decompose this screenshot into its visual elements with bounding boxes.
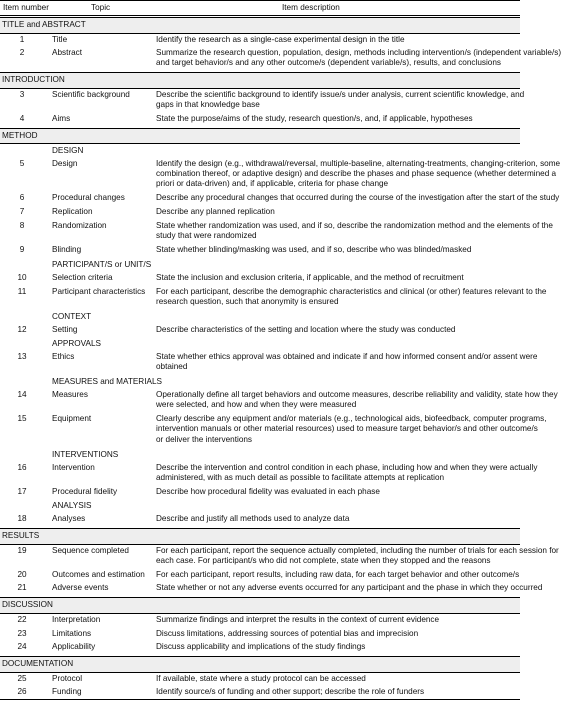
table-row: [0, 273, 520, 285]
item-topic: Analyses: [52, 514, 86, 524]
item-number: 8: [19, 220, 25, 230]
item-number: 21: [17, 583, 27, 593]
table-row: [0, 570, 520, 582]
item-description-line: Describe characteristics of the setting and location where the study was conducted: [156, 324, 456, 334]
subsection-row: [0, 311, 520, 325]
item-number: 20: [17, 569, 27, 579]
item-description-line: State whether blinding/masking was used, and if so, describe who was blinded/masked: [156, 244, 472, 254]
table-row: [0, 220, 553, 243]
table-row: [0, 642, 520, 654]
item-topic: Procedural changes: [52, 193, 125, 203]
section-label: TITLE and ABSTRACT: [2, 20, 86, 29]
section-row: [0, 128, 520, 145]
item-description-line: Describe the intervention and control condition in each phase, including how and when they were actually: [156, 462, 538, 472]
table-row: [0, 615, 520, 627]
item-number: 24: [17, 642, 27, 652]
item-description-line: Identify the research as a single-case experimental design in the title: [156, 34, 405, 44]
item-number: 7: [19, 207, 25, 217]
item-topic: Intervention: [52, 462, 95, 472]
subsection-label: PARTICIPANT/S or UNIT/S: [52, 259, 152, 269]
item-description-line: State the inclusion and exclusion criteria, if applicable, and the method of recruitment: [156, 272, 464, 282]
table-row: [0, 286, 547, 309]
item-description-line: Operationally define all target behaviors and outcome measures, describe reliability and validity, state how they: [156, 390, 558, 400]
item-topic: Setting: [52, 324, 78, 334]
table-row: [0, 390, 558, 412]
subsection-label: APPROVALS: [52, 339, 101, 349]
item-description-line: and target behavior/s and any other outcome/s (dependent variable/s), results, and conclusions: [156, 58, 501, 68]
item-description-line: research question, such that anonymity is ensured: [156, 296, 339, 306]
item-topic: Adverse events: [52, 583, 109, 593]
table-row: [0, 414, 547, 447]
table-row: [0, 245, 520, 257]
item-topic: Outcomes and estimation: [52, 569, 145, 579]
item-number: 1: [19, 34, 25, 44]
table-row: [0, 325, 520, 337]
item-number: 14: [17, 390, 27, 400]
item-description-line: each case. For participant/s who did not complete, state when they stopped and the reasons: [156, 555, 491, 565]
item-number: 18: [17, 514, 27, 524]
table-row: [0, 487, 520, 499]
header-topic: Topic: [91, 3, 111, 12]
item-description-line: priori or data-driven) and, if applicable, criteria for phase change: [156, 179, 389, 189]
item-description-line: Summarize the research question, population, design, methods including intervention/s (independent variable/s): [156, 48, 561, 58]
item-description-line: Describe and justify all methods used to analyze data: [156, 514, 350, 524]
item-topic: Applicability: [52, 642, 96, 652]
item-description-line: For each participant, report results, including raw data, for each target behavior and other outcome/s: [156, 569, 520, 579]
item-topic: Limitations: [52, 628, 92, 638]
item-topic: Scientific background: [52, 89, 130, 99]
table-row: [0, 674, 520, 686]
section-row: [0, 72, 520, 89]
item-description-line: State whether ethics approval was obtained and indicate if and how informed consent and/or assent were: [156, 352, 538, 362]
subsection-row: [0, 449, 520, 463]
item-topic: Protocol: [52, 673, 83, 683]
item-topic: Procedural fidelity: [52, 486, 118, 496]
item-description-line: or deliver the interventions: [156, 434, 253, 444]
table-row: [0, 583, 543, 595]
table-row: [0, 193, 560, 205]
item-description-line: Describe the scientific background to identify issue/s under analysis, current scientific knowledge, and: [156, 89, 525, 99]
table-row: [0, 462, 538, 485]
header-item-description: Item description: [282, 3, 340, 12]
item-description-line: Discuss applicability and implications of the study findings: [156, 642, 366, 652]
item-number: 17: [17, 486, 27, 496]
item-description-line: State whether or not any adverse events occurred for any participant and the phase in which they occurred: [156, 583, 543, 593]
table-row: [0, 629, 520, 641]
item-description-line: Identify source/s of funding and other support; describe the role of funders: [156, 687, 425, 697]
table-row: [0, 687, 520, 699]
section-row: [0, 656, 520, 673]
section-row: [0, 528, 520, 545]
subsection-row: [0, 145, 520, 159]
section-row: [0, 597, 520, 614]
table-row: [0, 545, 559, 568]
item-number: 5: [19, 159, 25, 169]
table-header: [0, 0, 520, 16]
item-description-line: Summarize findings and interpret the results in the context of current evidence: [156, 614, 440, 624]
item-description-line: administered, with as much detail as possible to facilitate attempts at replication: [156, 472, 445, 482]
section-label: RESULTS: [2, 531, 40, 541]
item-number: 3: [19, 89, 25, 99]
item-topic: Interpretation: [52, 614, 101, 624]
item-number: 22: [17, 614, 27, 624]
table-row: [0, 48, 561, 70]
table-row: [0, 159, 561, 192]
item-description-line: gaps in that knowledge base: [156, 99, 260, 109]
item-topic: Sequence completed: [52, 545, 129, 555]
item-description-line: Describe any procedural changes that occurred during the course of the investigation after the start of the study: [156, 193, 560, 203]
item-topic: Participant characteristics: [52, 286, 146, 296]
item-number: 19: [17, 545, 27, 555]
item-number: 12: [17, 324, 27, 334]
item-description-line: intervention manuals or other material resources) used to measure target behavior/s and other outcome/s: [156, 424, 538, 434]
item-description-line: State the purpose/aims of the study, research question/s, and, if applicable, hypotheses: [156, 113, 473, 123]
item-number: 2: [19, 48, 25, 58]
table-bottom-rule: [0, 699, 520, 700]
item-description-line: Clearly describe any equipment and/or materials (e.g., technological aids, biofeedback, computer programs,: [156, 414, 547, 424]
table-row: [0, 35, 520, 47]
item-topic: Blinding: [52, 244, 82, 254]
item-description-line: Describe any planned replication: [156, 207, 275, 217]
table-row: [0, 207, 520, 219]
item-number: 23: [17, 628, 27, 638]
item-number: 11: [17, 286, 27, 296]
item-topic: Randomization: [52, 220, 107, 230]
table-row: [0, 514, 520, 526]
item-description-line: were selected, and how and when they were measured: [156, 400, 357, 410]
item-description-line: For each participant, describe the demographic characteristics and clinical (or other) features relevant to the: [156, 286, 547, 296]
item-topic: Equipment: [52, 414, 92, 424]
item-number: 4: [19, 113, 25, 123]
table-row: [0, 352, 538, 374]
item-topic: Funding: [52, 687, 82, 697]
section-label: METHOD: [2, 130, 38, 140]
section-label: DISCUSSION: [2, 600, 53, 610]
item-description-line: State whether randomization was used, and if so, describe the randomization method and the elements of the: [156, 220, 553, 230]
item-number: 15: [17, 414, 27, 424]
item-topic: Measures: [52, 390, 88, 400]
section-label: DOCUMENTATION: [2, 659, 74, 669]
item-description-line: Discuss limitations, addressing sources of potential bias and imprecision: [156, 628, 419, 638]
item-description-line: combination thereof, or adaptive design) and describe the phases and phase sequence (whether determined a: [156, 169, 557, 179]
item-topic: Ethics: [52, 352, 75, 362]
table-row: [0, 89, 525, 112]
subsection-label: ANALYSIS: [52, 501, 92, 511]
subsection-row: [0, 500, 520, 514]
item-description-line: Identify the design (e.g., withdrawal/reversal, multiple-baseline, alternating-treatments, changing-criterion, some: [156, 159, 561, 169]
item-topic: Abstract: [52, 48, 83, 58]
item-description-line: If available, state where a study protocol can be accessed: [156, 673, 366, 683]
section-label: INTRODUCTION: [2, 75, 65, 85]
item-number: 10: [17, 272, 27, 282]
item-topic: Replication: [52, 207, 93, 217]
subsection-label: MEASURES and MATERIALS: [52, 377, 162, 387]
subsection-row: [0, 376, 520, 390]
item-description-line: obtained: [156, 362, 188, 372]
item-number: 26: [17, 687, 27, 697]
item-topic: Design: [52, 159, 78, 169]
item-number: 6: [19, 193, 25, 203]
item-description-line: study that were randomized: [156, 231, 257, 241]
item-description-line: For each participant, report the sequence actually completed, including the number of trials for each session for: [156, 545, 559, 555]
table-row: [0, 114, 520, 126]
item-topic: Aims: [52, 113, 71, 123]
subsection-label: INTERVENTIONS: [52, 449, 119, 459]
item-topic: Title: [52, 34, 68, 44]
item-number: 9: [19, 244, 25, 254]
subsection-label: DESIGN: [52, 146, 84, 156]
item-description-line: Describe how procedural fidelity was evaluated in each phase: [156, 486, 380, 496]
subsection-label: CONTEXT: [52, 311, 92, 321]
item-number: 16: [17, 462, 27, 472]
section-row: [0, 17, 520, 34]
subsection-row: [0, 338, 520, 352]
item-number: 13: [17, 352, 27, 362]
header-item-number: Item number: [3, 3, 49, 12]
item-topic: Selection criteria: [52, 272, 113, 282]
item-number: 25: [17, 673, 27, 683]
subsection-row: [0, 259, 520, 273]
